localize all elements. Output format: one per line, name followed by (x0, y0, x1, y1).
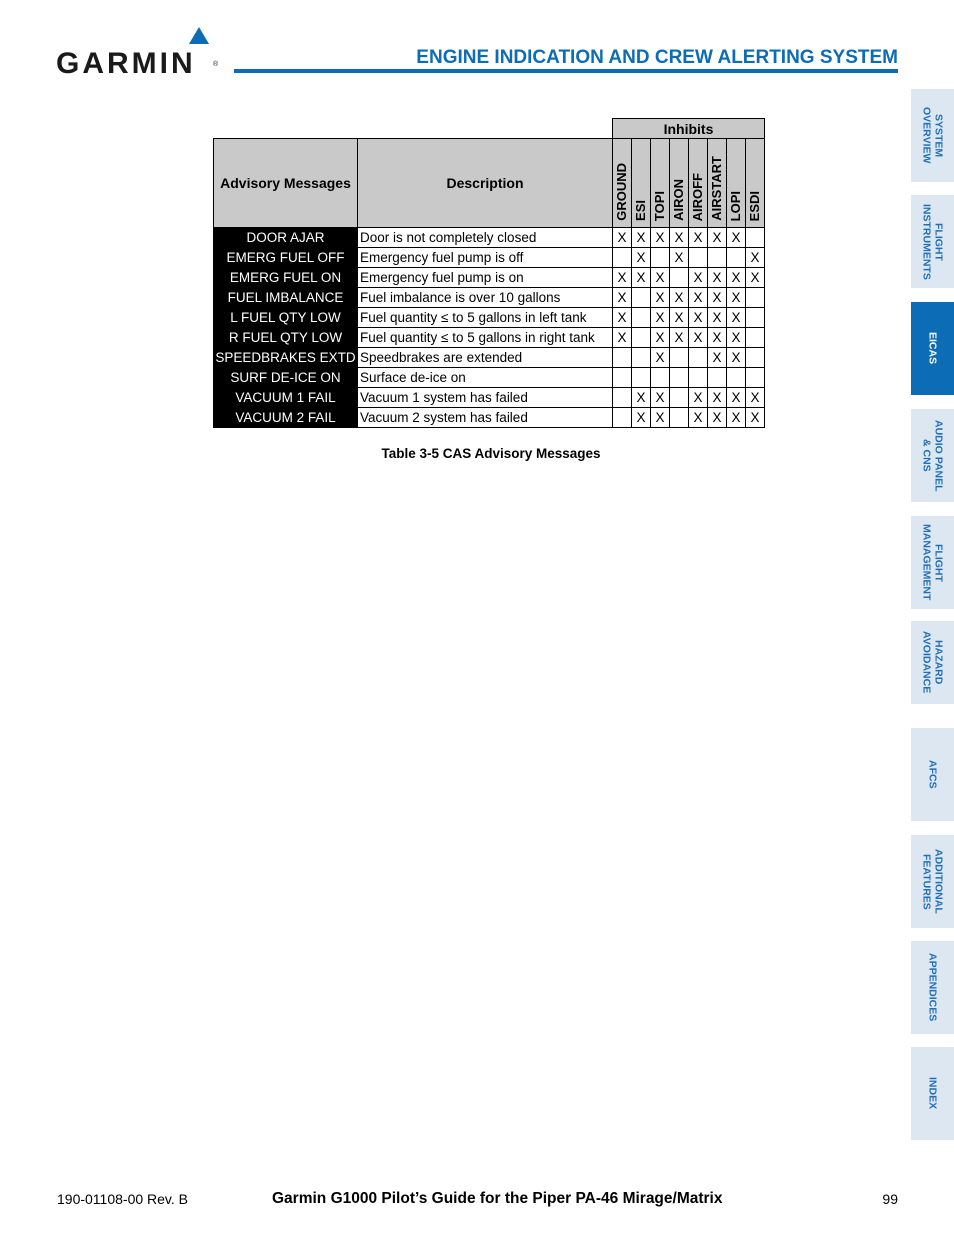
advisory-message-cell: SURF DE-ICE ON (214, 368, 358, 388)
inhibit-cell: X (708, 228, 727, 248)
inhibit-cell: X (746, 388, 765, 408)
inhibit-cell: X (689, 388, 708, 408)
side-tab-appendices[interactable] (911, 941, 954, 1034)
logo-triangle-icon (189, 27, 209, 44)
inhibit-column-label: AIRSTART (709, 156, 724, 221)
advisory-message-cell: FUEL IMBALANCE (214, 288, 358, 308)
inhibit-cell: X (746, 408, 765, 428)
table-row (214, 388, 765, 408)
side-tab-flight-management[interactable] (911, 516, 954, 609)
inhibit-cell: X (727, 388, 746, 408)
inhibit-cell: X (689, 268, 708, 288)
advisory-messages-header: Advisory Messages (214, 139, 358, 228)
inhibit-column-label: ESDI (747, 190, 762, 221)
inhibit-cell: X (651, 348, 670, 368)
side-tab-label: AUDIO PANEL & CNS (920, 419, 945, 492)
inhibit-cell: X (632, 248, 651, 268)
inhibit-cell: X (651, 328, 670, 348)
inhibit-cell: X (670, 308, 689, 328)
inhibit-cell: X (727, 408, 746, 428)
inhibit-cell (727, 368, 746, 388)
inhibit-cell (613, 408, 632, 428)
inhibit-cell (746, 368, 765, 388)
inhibit-cell: X (670, 328, 689, 348)
inhibit-cell: X (689, 288, 708, 308)
side-tab-system-overview[interactable] (911, 89, 954, 182)
inhibit-column-header (632, 139, 651, 228)
table-row (214, 308, 765, 328)
inhibit-cell: X (651, 268, 670, 288)
inhibit-cell: X (708, 348, 727, 368)
inhibit-cell (670, 268, 689, 288)
inhibit-cell (632, 328, 651, 348)
inhibit-column-header (746, 139, 765, 228)
inhibit-cell (670, 348, 689, 368)
advisory-message-cell: L FUEL QTY LOW (214, 308, 358, 328)
description-cell: Door is not completely closed (358, 228, 613, 248)
advisory-message-cell: SPEEDBRAKES EXTD (214, 348, 358, 368)
inhibit-cell (670, 388, 689, 408)
inhibit-cell: X (613, 228, 632, 248)
inhibit-cell (632, 288, 651, 308)
section-title: ENGINE INDICATION AND CREW ALERTING SYSTEM (416, 47, 898, 68)
inhibit-cell (746, 328, 765, 348)
inhibit-cell: X (708, 308, 727, 328)
inhibit-cell: X (632, 408, 651, 428)
table-row (214, 228, 765, 248)
inhibit-cell: X (689, 228, 708, 248)
description-header: Description (358, 139, 613, 228)
inhibit-cell: X (727, 308, 746, 328)
side-tab-eicas[interactable] (911, 302, 954, 395)
footer-title: Garmin G1000 Pilot’s Guide for the Piper PA-46 Mirage/Matrix (272, 1190, 723, 1207)
table-row (214, 328, 765, 348)
cas-advisory-table (213, 118, 765, 428)
inhibit-cell: X (613, 328, 632, 348)
inhibit-cell: X (651, 308, 670, 328)
side-tab-label: ADDITIONAL FEATURES (920, 849, 945, 914)
inhibit-column-label: AIRON (671, 179, 686, 221)
inhibit-cell (746, 288, 765, 308)
inhibit-cell: X (632, 268, 651, 288)
description-cell: Emergency fuel pump is off (358, 248, 613, 268)
side-tab-label: INDEX (926, 1077, 939, 1110)
advisory-message-cell: DOOR AJAR (214, 228, 358, 248)
inhibit-cell (632, 348, 651, 368)
side-tab-label: HAZARD AVOIDANCE (920, 631, 945, 694)
inhibit-column-header (670, 139, 689, 228)
inhibit-column-label: LOPI (728, 190, 743, 221)
description-cell: Vacuum 2 system has failed (358, 408, 613, 428)
inhibit-column-label: AIROFF (690, 172, 705, 221)
description-cell: Surface de-ice on (358, 368, 613, 388)
side-tab-index[interactable] (911, 1047, 954, 1140)
table-row (214, 288, 765, 308)
garmin-logo (56, 27, 221, 80)
side-tab-label: FLIGHT MANAGEMENT (920, 524, 945, 601)
inhibit-cell: X (651, 408, 670, 428)
inhibit-cell (746, 308, 765, 328)
inhibit-cell: X (613, 308, 632, 328)
side-tab-label: EICAS (926, 332, 939, 365)
inhibit-column-header (651, 139, 670, 228)
inhibit-cell: X (651, 228, 670, 248)
inhibit-cell (613, 388, 632, 408)
inhibit-column-header (727, 139, 746, 228)
inhibits-header: Inhibits (613, 119, 765, 139)
side-tab-label: FLIGHT INSTRUMENTS (920, 203, 945, 280)
advisory-message-cell: VACUUM 1 FAIL (214, 388, 358, 408)
side-tab-label: SYSTEM OVERVIEW (920, 107, 945, 164)
inhibit-cell: X (727, 228, 746, 248)
inhibit-cell: X (727, 268, 746, 288)
side-tab-audio-panel-cns[interactable] (911, 409, 954, 502)
inhibit-cell (708, 248, 727, 268)
inhibit-cell (689, 248, 708, 268)
inhibit-cell (651, 368, 670, 388)
side-tab-label: APPENDICES (926, 953, 939, 1022)
inhibit-column-label: GROUND (614, 163, 629, 221)
table-row (214, 368, 765, 388)
inhibit-cell: X (613, 268, 632, 288)
inhibit-cell: X (708, 388, 727, 408)
inhibit-cell (651, 248, 670, 268)
inhibit-cell: X (670, 228, 689, 248)
advisory-message-cell: R FUEL QTY LOW (214, 328, 358, 348)
header-rule (234, 69, 898, 73)
registered-mark-icon: ® (213, 61, 219, 68)
side-tab-additional-features[interactable] (911, 835, 954, 928)
inhibit-cell: X (708, 268, 727, 288)
advisory-message-cell: VACUUM 2 FAIL (214, 408, 358, 428)
side-tab-flight-instruments[interactable] (911, 195, 954, 288)
inhibit-cell: X (632, 388, 651, 408)
inhibit-column-label: ESI (633, 200, 648, 221)
inhibit-cell: X (727, 348, 746, 368)
inhibit-cell (632, 308, 651, 328)
description-cell: Speedbrakes are extended (358, 348, 613, 368)
doc-number: 190-01108-00 Rev. B (57, 1191, 189, 1207)
table-corner-blank (214, 119, 613, 139)
description-cell: Vacuum 1 system has failed (358, 388, 613, 408)
inhibit-column-header (613, 139, 632, 228)
inhibit-cell: X (689, 308, 708, 328)
inhibit-cell: X (670, 288, 689, 308)
description-cell: Emergency fuel pump is on (358, 268, 613, 288)
inhibit-cell (746, 228, 765, 248)
inhibit-cell: X (632, 228, 651, 248)
inhibit-cell: X (727, 288, 746, 308)
table-row (214, 248, 765, 268)
inhibit-cell: X (727, 328, 746, 348)
inhibit-cell (632, 368, 651, 388)
table-row (214, 348, 765, 368)
inhibit-cell (613, 348, 632, 368)
description-cell: Fuel quantity ≤ to 5 gallons in right tank (358, 328, 613, 348)
inhibit-cell: X (670, 248, 689, 268)
table-caption: Table 3-5 CAS Advisory Messages (381, 446, 601, 461)
inhibit-cell (746, 348, 765, 368)
inhibit-cell (727, 248, 746, 268)
table-row (214, 408, 765, 428)
side-tab-label: AFCS (926, 760, 939, 789)
advisory-message-cell: EMERG FUEL OFF (214, 248, 358, 268)
inhibit-cell (689, 368, 708, 388)
description-cell: Fuel quantity ≤ to 5 gallons in left tank (358, 308, 613, 328)
table-row (214, 268, 765, 288)
advisory-message-cell: EMERG FUEL ON (214, 268, 358, 288)
inhibit-cell: X (613, 288, 632, 308)
side-tab-afcs[interactable] (911, 728, 954, 821)
inhibit-cell: X (689, 328, 708, 348)
inhibit-cell: X (651, 388, 670, 408)
inhibit-cell (613, 248, 632, 268)
inhibit-column-header (689, 139, 708, 228)
inhibit-cell (613, 368, 632, 388)
inhibit-cell (708, 368, 727, 388)
inhibit-cell: X (651, 288, 670, 308)
inhibit-cell (689, 348, 708, 368)
inhibit-column-header (708, 139, 727, 228)
inhibit-column-label: TOPI (652, 190, 667, 221)
logo-text: GARMIN (56, 47, 196, 80)
inhibit-cell: X (689, 408, 708, 428)
inhibit-cell (670, 408, 689, 428)
inhibit-cell (670, 368, 689, 388)
inhibit-cell: X (708, 288, 727, 308)
description-cell: Fuel imbalance is over 10 gallons (358, 288, 613, 308)
inhibit-cell: X (746, 248, 765, 268)
inhibit-cell: X (708, 408, 727, 428)
inhibit-cell: X (746, 268, 765, 288)
inhibit-cell: X (708, 328, 727, 348)
page-number: 99 (882, 1191, 898, 1207)
side-tab-hazard-avoidance[interactable] (911, 621, 954, 704)
